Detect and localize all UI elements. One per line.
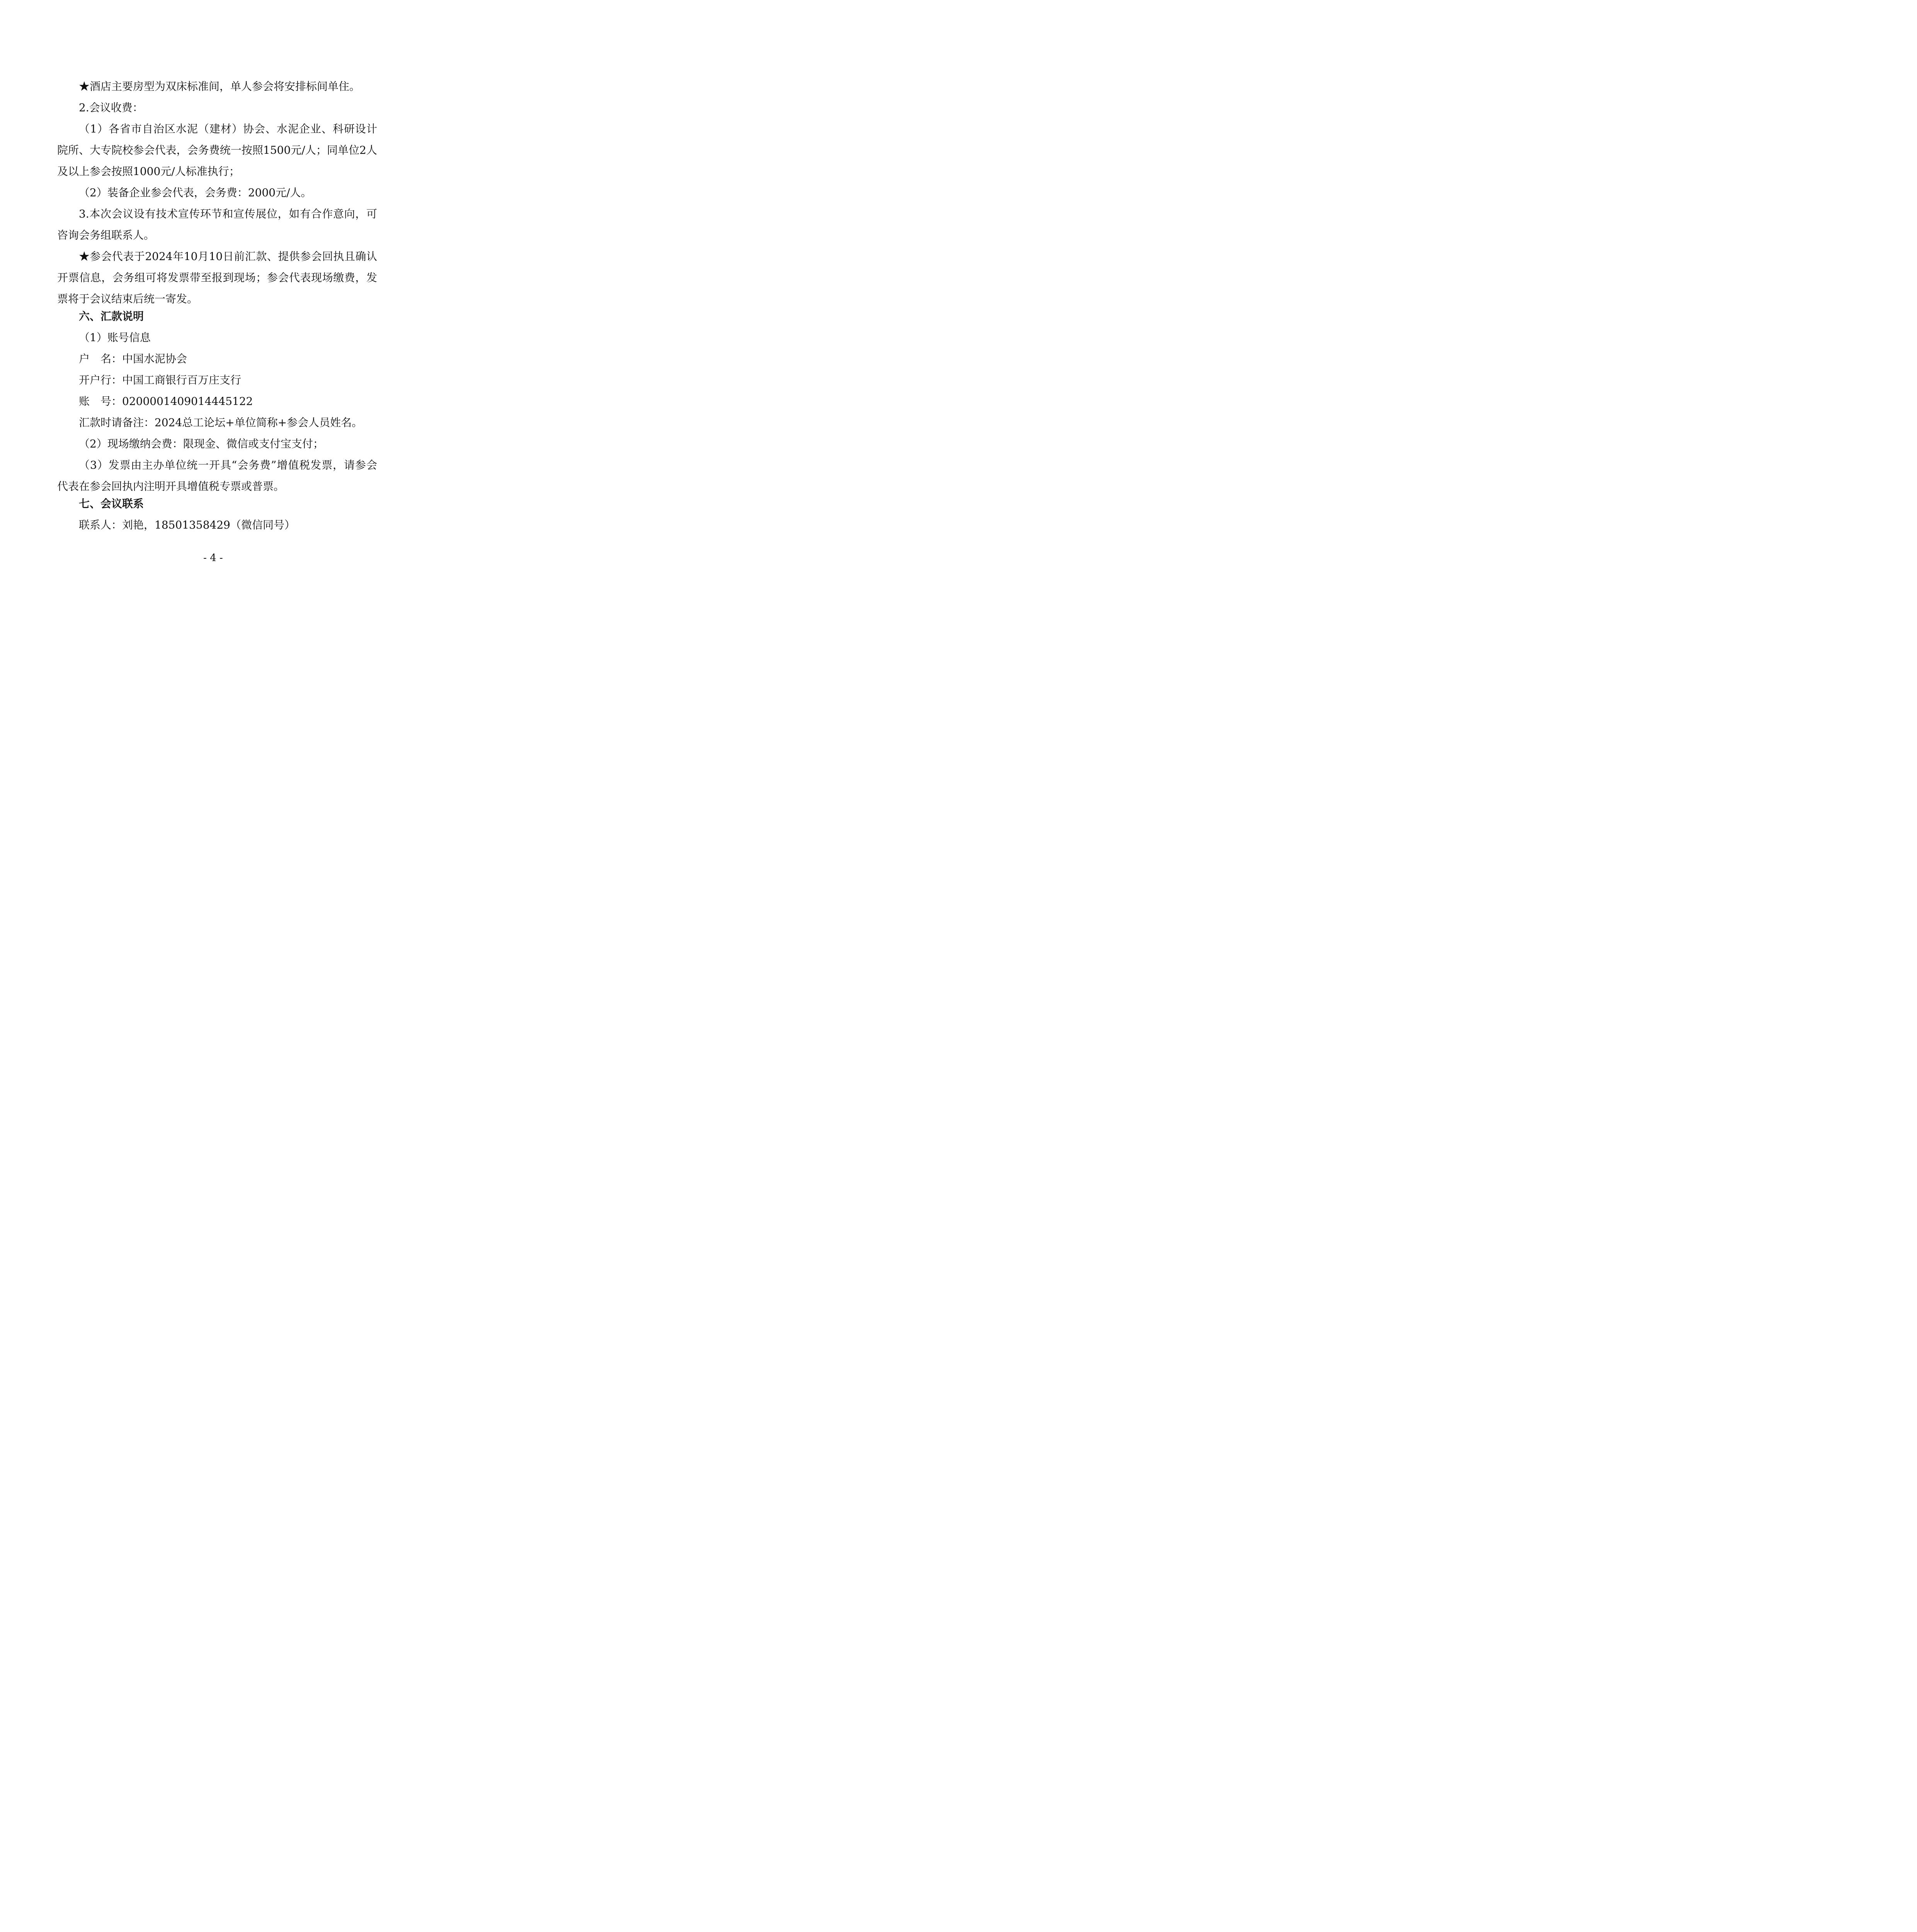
section-heading-remittance: 六、汇款说明 [79, 310, 144, 323]
onsite-payment-note: （2）现场缴纳会费：限现金、微信或支付宝支付； [79, 437, 324, 450]
document-page [0, 0, 426, 603]
fee-item-2: （2）装备企业参会代表，会务费：2000元/人。 [79, 186, 312, 199]
account-name: 户 名：中国水泥协会 [79, 352, 187, 365]
page-number: - 4 - [203, 552, 223, 564]
remittance-remark: 汇款时请备注：2024总工论坛+单位简称+参会人员姓名。 [79, 416, 363, 429]
account-number: 账 号：0200001409014445122 [79, 395, 253, 408]
payment-deadline-note: ★参会代表于2024年10月10日前汇款、提供参会回执且确认开票信息，会务组可将发票带至报到现场；参会代表现场缴费，发票将于会议结束后统一寄发。 [57, 250, 377, 305]
promotion-note: 3.本次会议设有技术宣传环节和宣传展位，如有合作意向，可咨询会务组联系人。 [57, 207, 377, 242]
bank-name: 开户行：中国工商银行百万庄支行 [79, 374, 242, 386]
hotel-room-note: ★酒店主要房型为双床标准间，单人参会将安排标间单住。 [79, 80, 361, 93]
invoice-note: （3）发票由主办单位统一开具“会务费”增值税发票，请参会代表在参会回执内注明开具增值税专票或普票。 [57, 459, 377, 493]
account-info-label: （1）账号信息 [79, 331, 151, 344]
fee-item-1: （1）各省市自治区水泥（建材）协会、水泥企业、科研设计院所、大专院校参会代表，会务费统一按照1500元/人；同单位2人及以上参会按照1000元/人标准执行； [57, 122, 377, 178]
meeting-fee-title: 2.会议收费： [79, 101, 143, 114]
section-heading-contact: 七、会议联系 [79, 497, 144, 510]
contact-person: 联系人：刘艳，18501358429（微信同号） [79, 519, 295, 531]
